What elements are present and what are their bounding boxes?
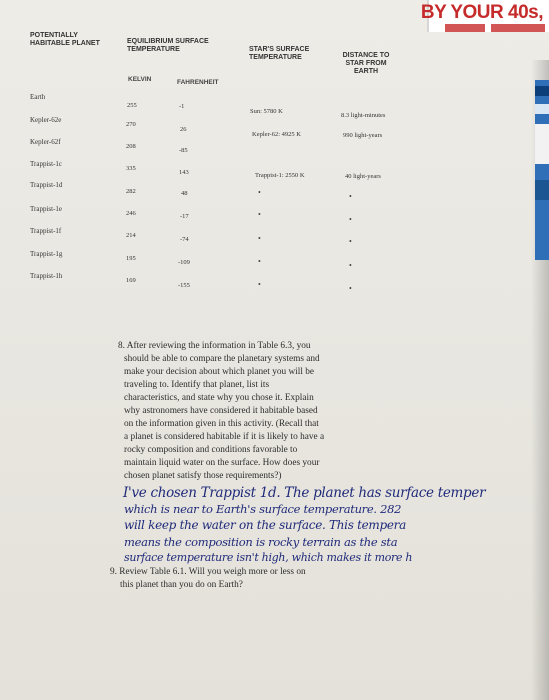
answer-line: I've chosen Trappist 1d. The planet has surface temper [123, 485, 486, 501]
question-line: why astronomers have considered it habitable based [124, 406, 318, 416]
planet-name: Kepler-62f [30, 138, 61, 146]
question-line: maintain liquid water on the surface. How does your [124, 458, 320, 468]
fahrenheit-value: 26 [180, 126, 187, 133]
empty-cell-marker: • [349, 237, 352, 246]
empty-cell-marker: • [258, 210, 261, 219]
empty-cell-marker: • [349, 261, 352, 270]
banner-subtext-strip [445, 24, 545, 32]
answer-line: means the composition is rocky terrain as the sta [124, 535, 398, 549]
kelvin-value: 282 [126, 188, 136, 195]
header-star-temp: STAR'S SURFACE TEMPERATURE [249, 46, 310, 61]
empty-cell-marker: • [258, 188, 261, 197]
question-line: traveling to. Identify that planet, list its [124, 380, 270, 390]
distance-value: 990 light-years [343, 132, 383, 139]
header-planet: POTENTIALLY HABITABLE PLANET [30, 32, 100, 47]
kelvin-value: 195 [126, 255, 136, 262]
fahrenheit-value: -17 [180, 213, 189, 220]
kelvin-value: 214 [126, 232, 136, 239]
fahrenheit-value: -85 [179, 147, 188, 154]
star-temp-value: Sun: 5780 K [250, 108, 283, 115]
question-line: 8. After reviewing the information in Table 6.3, you [118, 341, 311, 351]
answer-line: surface temperature isn't high, which makes it more h [124, 551, 413, 564]
question-line: on the information given in this activity. (Recall that [124, 419, 319, 429]
empty-cell-marker: • [349, 192, 352, 201]
planet-name: Trappist-1f [30, 227, 62, 235]
question-line: make your decision about which planet you will be [124, 367, 315, 377]
planet-name: Trappist-1c [30, 160, 63, 168]
empty-cell-marker: • [258, 280, 261, 289]
question-line: chosen planet satisfy those requirements?) [124, 471, 282, 481]
planet-name: Trappist-1g [30, 250, 63, 258]
distance-value: 8.3 light-minutes [341, 112, 386, 119]
fahrenheit-value: -109 [178, 259, 190, 266]
question-line: a planet is considered habitable if it is likely to have a [124, 432, 325, 442]
unit-kelvin: KELVIN [128, 76, 152, 83]
star-temp-value: Trappist-1: 2550 K [255, 172, 305, 179]
planet-name: Trappist-1d [30, 181, 63, 189]
header-distance: DISTANCE TO STAR FROM EARTH [342, 52, 390, 75]
kelvin-value: 335 [126, 165, 136, 172]
fahrenheit-value: 143 [179, 169, 189, 176]
kelvin-value: 246 [126, 210, 136, 217]
empty-cell-marker: • [349, 215, 352, 224]
question-line: rocky composition and conditions favorable to [124, 445, 298, 455]
kelvin-value: 169 [126, 277, 136, 284]
empty-cell-marker: • [258, 234, 261, 243]
planet-name: Trappist-1h [30, 272, 63, 280]
banner-text: BY YOUR 40s, [420, 2, 543, 23]
planet-name: Earth [30, 93, 46, 101]
answer-line: which is near to Earth's surface temperature. 282 [124, 502, 402, 516]
empty-cell-marker: • [349, 284, 352, 293]
answer-line: will keep the water on the surface. This tempera [124, 518, 406, 532]
fahrenheit-value: 48 [181, 190, 188, 197]
fahrenheit-value: -1 [179, 103, 185, 110]
header-surface-temp: EQUILIBRIUM SURFACE TEMPERATURE [127, 38, 209, 53]
kelvin-value: 208 [126, 143, 136, 150]
question-line: 9. Review Table 6.1. Will you weigh more or less on [110, 567, 306, 577]
empty-cell-marker: • [258, 257, 261, 266]
question-line: characteristics, and state why you chose it. Explain [124, 393, 314, 403]
unit-fahrenheit: FAHRENHEIT [177, 79, 219, 86]
planet-name: Kepler-62e [30, 116, 62, 124]
distance-value: 40 light-years [345, 173, 381, 180]
question-line: should be able to compare the planetary systems and [124, 354, 320, 364]
ad-banner [420, 0, 549, 32]
question-line: this planet than you do on Earth? [120, 580, 243, 590]
fahrenheit-value: -74 [180, 236, 189, 243]
star-temp-value: Kepler-62: 4925 K [252, 131, 301, 138]
planet-name: Trappist-1e [30, 205, 63, 213]
adjacent-book-cover [535, 80, 549, 260]
fahrenheit-value: -155 [178, 282, 190, 289]
kelvin-value: 270 [126, 121, 136, 128]
kelvin-value: 255 [127, 102, 137, 109]
